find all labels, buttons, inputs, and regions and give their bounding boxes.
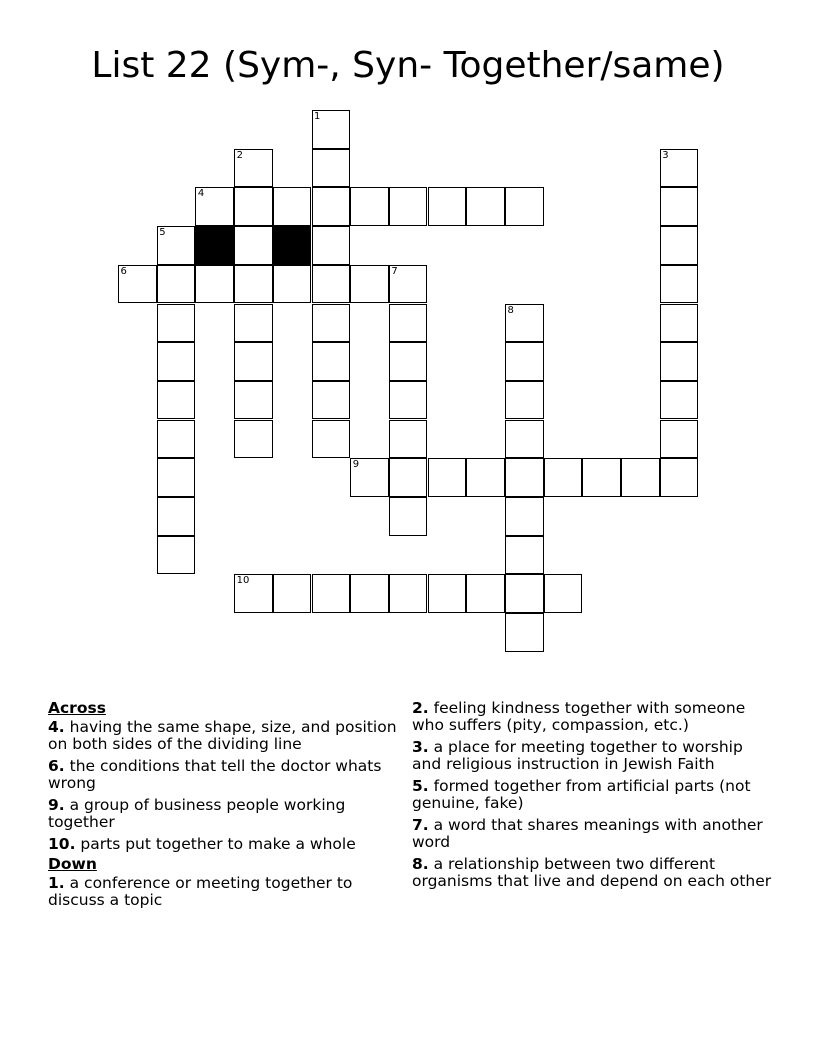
grid-cell[interactable] — [157, 536, 196, 575]
grid-cell[interactable] — [428, 458, 467, 497]
grid-cell[interactable] — [660, 265, 699, 304]
page-title: List 22 (Sym-, Syn- Together/same) — [91, 45, 725, 86]
down-heading: Down — [48, 855, 97, 873]
clue-number-6: 6 — [120, 265, 127, 277]
grid-cell[interactable] — [234, 187, 273, 226]
grid-cell[interactable] — [312, 342, 351, 381]
grid-cell[interactable] — [660, 342, 699, 381]
grid-cell[interactable] — [505, 381, 544, 420]
grid-cell[interactable] — [389, 342, 428, 381]
grid-cell[interactable] — [312, 149, 351, 188]
clue-across-4: 4. having the same shape, size, and position on both sides of the dividing line — [48, 718, 397, 753]
grid-cell[interactable] — [389, 574, 428, 613]
clue-number-5: 5 — [159, 227, 166, 239]
clue-number-7: 7 — [391, 265, 398, 277]
grid-cell[interactable] — [660, 226, 699, 265]
grid-cell[interactable] — [312, 420, 351, 459]
grid-cell[interactable] — [234, 226, 273, 265]
clue-across-10: 10. parts put together to make a whole — [48, 835, 356, 853]
clue-number-8: 8 — [507, 304, 514, 316]
grid-cell[interactable] — [157, 458, 196, 497]
grid-cell[interactable] — [389, 187, 428, 226]
clue-number-2: 2 — [236, 149, 243, 161]
grid-cell[interactable] — [621, 458, 660, 497]
grid-cell[interactable] — [428, 187, 467, 226]
grid-cell[interactable] — [273, 187, 312, 226]
grid-cell[interactable] — [312, 574, 351, 613]
grid-cell[interactable] — [544, 574, 583, 613]
grid-cell[interactable] — [234, 265, 273, 304]
clue-number-1: 1 — [314, 111, 321, 122]
grid-cell[interactable] — [505, 497, 544, 536]
grid-cell[interactable] — [195, 265, 234, 304]
grid-cell[interactable] — [660, 381, 699, 420]
clue-number-9: 9 — [352, 459, 360, 471]
across-heading: Across — [48, 699, 106, 717]
grid-cell[interactable] — [234, 381, 273, 420]
grid-cell[interactable] — [505, 187, 544, 226]
black-square — [195, 226, 234, 265]
grid-cell[interactable] — [350, 187, 389, 226]
clue-down-3: 3. a place for meeting together to worship and religious instruction in Jewish Faith — [412, 738, 743, 773]
grid-cell[interactable] — [312, 265, 351, 304]
grid-cell[interactable] — [273, 265, 312, 304]
grid-cell[interactable] — [505, 458, 544, 497]
grid-cell[interactable] — [544, 458, 583, 497]
grid-cell[interactable] — [234, 342, 273, 381]
clues-left-column — [48, 700, 403, 914]
grid-cell[interactable] — [466, 458, 505, 497]
grid-cell[interactable] — [273, 574, 312, 613]
grid-cell[interactable] — [389, 381, 428, 420]
grid-cell[interactable] — [157, 420, 196, 459]
clue-down-1: 1. a conference or meeting together to discuss a topic — [48, 874, 353, 909]
grid-cell[interactable] — [660, 304, 699, 343]
grid-cell[interactable] — [660, 187, 699, 226]
grid-cell[interactable] — [312, 381, 351, 420]
grid-cell[interactable] — [505, 574, 544, 613]
black-square — [273, 226, 312, 265]
grid-cell[interactable] — [157, 497, 196, 536]
grid-cell[interactable] — [157, 342, 196, 381]
grid-cell[interactable] — [234, 420, 273, 459]
grid-cell[interactable] — [350, 265, 389, 304]
grid-cell[interactable] — [660, 420, 699, 459]
grid-cell[interactable] — [234, 304, 273, 343]
clue-across-9: 9. a group of business people working together — [48, 796, 346, 831]
grid-cell[interactable] — [389, 420, 428, 459]
clue-number-3: 3 — [662, 149, 669, 161]
grid-cell[interactable] — [505, 613, 544, 652]
grid-cell[interactable] — [350, 574, 389, 613]
grid-cell[interactable] — [582, 458, 621, 497]
grid-cell[interactable] — [157, 265, 196, 304]
grid-cell[interactable] — [660, 458, 699, 497]
clue-number-4: 4 — [197, 188, 205, 200]
grid-cell[interactable] — [389, 458, 428, 497]
grid-cell[interactable] — [389, 304, 428, 343]
grid-cell[interactable] — [389, 497, 428, 536]
grid-cell[interactable] — [157, 381, 196, 420]
grid-cell[interactable] — [312, 187, 351, 226]
clue-number-10: 10 — [236, 575, 250, 587]
grid-cell[interactable] — [312, 226, 351, 265]
clue-across-6: 6. the conditions that tell the doctor whats wrong — [48, 757, 382, 792]
grid-cell[interactable] — [428, 574, 467, 613]
grid-cell[interactable] — [312, 304, 351, 343]
grid-cell[interactable] — [466, 187, 505, 226]
grid-cell[interactable] — [157, 304, 196, 343]
grid-cell[interactable] — [466, 574, 505, 613]
clue-down-5: 5. formed together from artificial parts (not genuine, fake) — [412, 777, 751, 812]
clue-down-2: 2. feeling kindness together with someone who suffers (pity, compassion, etc.) — [412, 699, 746, 734]
clue-down-8: 8. a relationship between two different organisms that live and depend on each other — [412, 855, 772, 890]
grid-cell[interactable] — [505, 536, 544, 575]
grid-cell[interactable] — [505, 342, 544, 381]
clue-down-7: 7. a word that shares meanings with another word — [412, 816, 763, 851]
clues-right-column — [412, 700, 774, 895]
grid-cell[interactable] — [505, 420, 544, 459]
